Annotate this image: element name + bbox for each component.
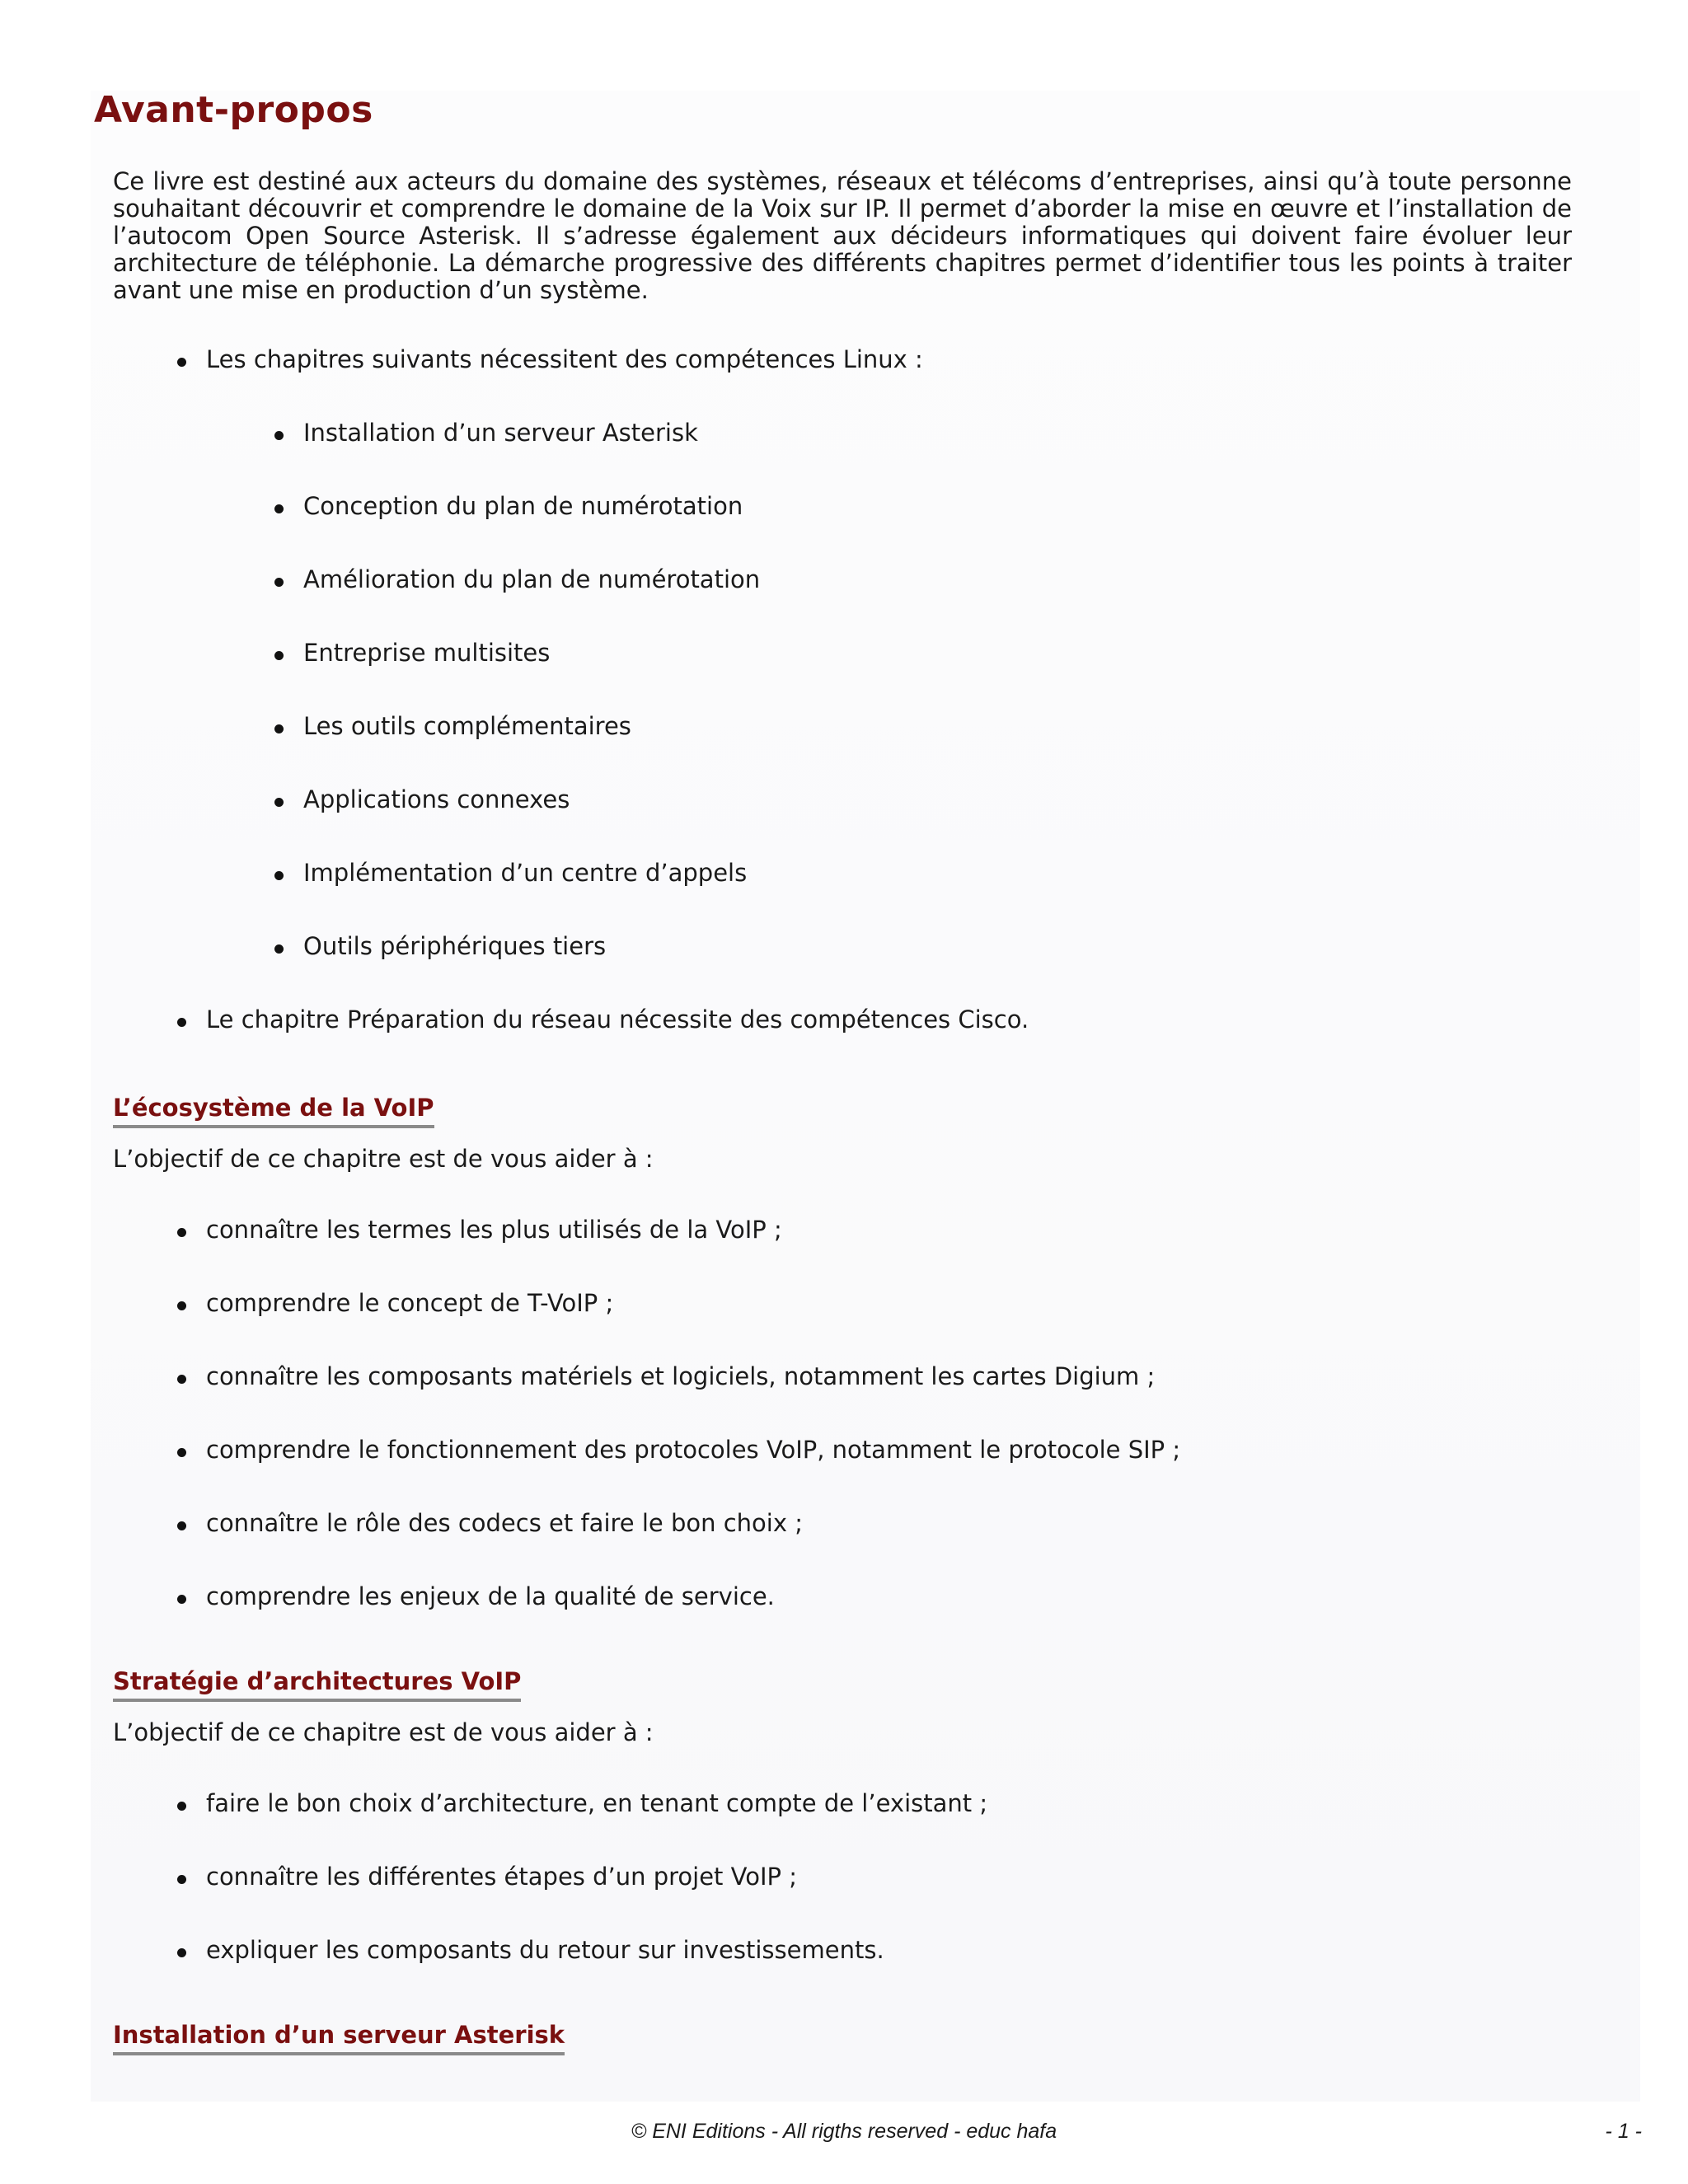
- list-item-text: Implémentation d’un centre d’appels: [303, 859, 748, 887]
- page-number: - 1 -: [1605, 2120, 1642, 2143]
- list-item-text: comprendre le fonctionnement des protocoles VoIP, notamment le protocole SIP ;: [206, 1436, 1181, 1464]
- bullet-icon: [274, 798, 284, 807]
- intro-paragraph: Ce livre est destiné aux acteurs du domaine des systèmes, réseaux et télécoms d’entreprises, ainsi qu’à toute personne souhaitant découvrir et comprendre le domaine de la Voix sur IP. Il permet d’aborder la mise en œuvre et l’installation de l’autocom Open Source Asterisk. Il s’adresse également aux décideurs informatiques qui doivent faire évoluer leur architecture de téléphonie. La démarche progressive des différents chapitres permet d’identifier tous les points à traiter avant une mise en production d’un système.: [113, 167, 1572, 304]
- list-item-text: Conception du plan de numérotation: [303, 492, 743, 520]
- list-item-text: Les outils complémentaires: [303, 712, 631, 740]
- bullet-icon: [177, 1802, 186, 1811]
- list-item-text: Les chapitres suivants nécessitent des compétences Linux :: [206, 345, 923, 373]
- list-item: [274, 931, 606, 961]
- list-item: [177, 1788, 987, 1818]
- list-item: [177, 1582, 775, 1611]
- bullet-icon: [177, 1875, 186, 1884]
- list-item: [274, 638, 550, 668]
- list-item-text: connaître le rôle des codecs et faire le bon choix ;: [206, 1509, 803, 1537]
- list-item: [177, 344, 923, 374]
- list-item: [274, 785, 570, 814]
- list-item-text: Entreprise multisites: [303, 639, 551, 667]
- list-item: [177, 1862, 797, 1891]
- list-item: [177, 1215, 782, 1244]
- bullet-icon: [177, 1375, 186, 1384]
- list-item-text: Installation d’un serveur Asterisk: [303, 419, 698, 447]
- list-item-text: Outils périphériques tiers: [303, 932, 607, 960]
- list-item: [274, 491, 743, 521]
- list-item-text: connaître les composants matériels et logiciels, notamment les cartes Digium ;: [206, 1362, 1156, 1390]
- bullet-icon: [274, 578, 284, 587]
- section-heading-ecosysteme[interactable]: L’écosystème de la VoIP: [113, 1094, 434, 1128]
- list-item: [177, 1361, 1155, 1391]
- bullet-icon: [177, 1595, 186, 1604]
- section-heading-installation[interactable]: Installation d’un serveur Asterisk: [113, 2021, 565, 2055]
- list-item: [274, 858, 747, 888]
- list-item-text: connaître les termes les plus utilisés de la VoIP ;: [206, 1216, 782, 1244]
- bullet-icon: [177, 1948, 186, 1957]
- list-item-text: comprendre les enjeux de la qualité de service.: [206, 1582, 775, 1610]
- list-item: [177, 1435, 1180, 1465]
- list-item: [177, 1005, 1029, 1034]
- bullet-icon: [274, 724, 284, 733]
- bullet-icon: [177, 1301, 186, 1310]
- list-item: [177, 1935, 884, 1965]
- bullet-icon: [177, 1018, 186, 1027]
- bullet-icon: [274, 651, 284, 660]
- page-title: Avant-propos: [94, 89, 373, 131]
- bullet-icon: [177, 1521, 186, 1530]
- list-item: [274, 418, 698, 448]
- list-item-text: faire le bon choix d’architecture, en tenant compte de l’existant ;: [206, 1789, 988, 1817]
- list-item-text: Amélioration du plan de numérotation: [303, 565, 761, 593]
- bullet-icon: [274, 504, 284, 513]
- bullet-icon: [177, 1228, 186, 1237]
- list-item-text: Applications connexes: [303, 785, 570, 813]
- list-item: [274, 565, 760, 594]
- list-item: [177, 1508, 803, 1538]
- list-item: [177, 1288, 613, 1318]
- bullet-icon: [177, 358, 186, 367]
- section-objective: L’objectif de ce chapitre est de vous aider à :: [113, 1145, 654, 1173]
- bullet-icon: [177, 1448, 186, 1457]
- bullet-icon: [274, 944, 284, 954]
- list-item-text: expliquer les composants du retour sur investissements.: [206, 1936, 884, 1964]
- section-heading-strategie[interactable]: Stratégie d’architectures VoIP: [113, 1667, 521, 1702]
- list-item-text: connaître les différentes étapes d’un projet VoIP ;: [206, 1863, 797, 1891]
- list-item: [274, 711, 631, 741]
- footer-copyright: © ENI Editions - All rigths reserved - educ hafa: [631, 2120, 1057, 2143]
- section-objective: L’objectif de ce chapitre est de vous aider à :: [113, 1718, 654, 1746]
- bullet-icon: [274, 871, 284, 880]
- list-item-text: comprendre le concept de T-VoIP ;: [206, 1289, 614, 1317]
- bullet-icon: [274, 431, 284, 440]
- list-item-text: Le chapitre Préparation du réseau nécessite des compétences Cisco.: [206, 1005, 1029, 1033]
